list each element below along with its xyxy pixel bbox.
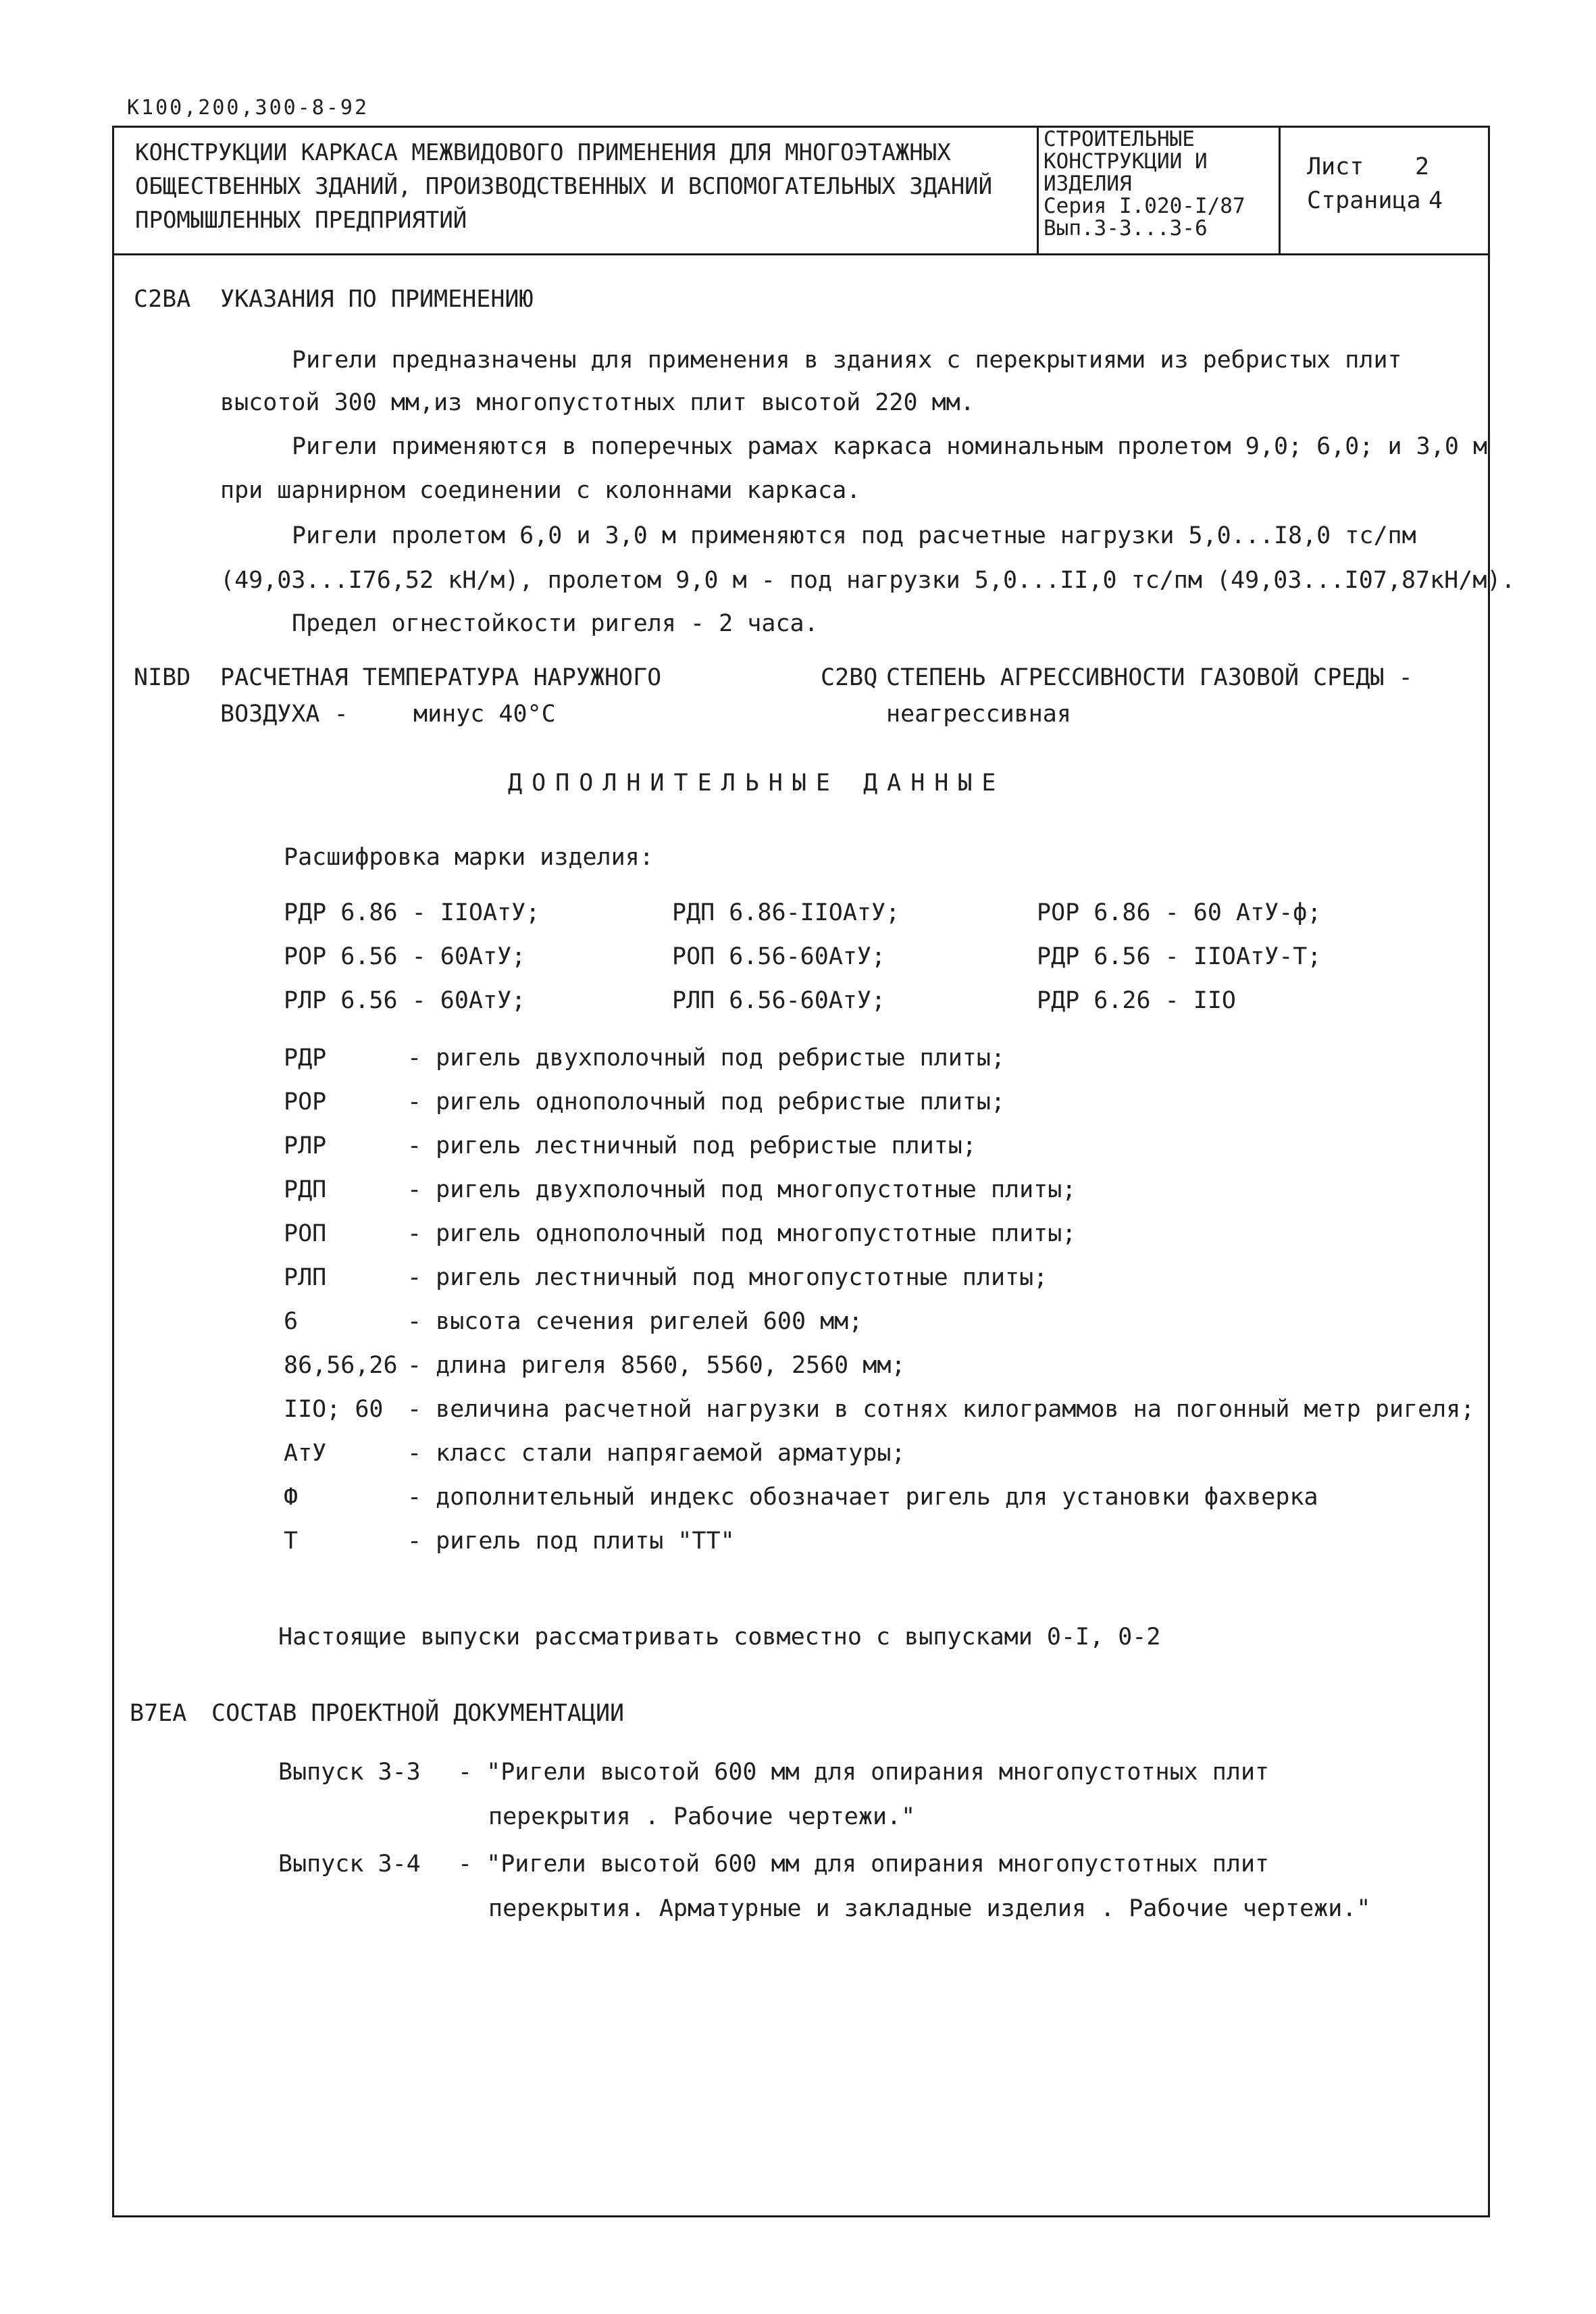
title-line: КОНСТРУКЦИИ КАРКАСА МЕЖВИДОВОГО ПРИМЕНЕНИЯ ДЛЯ МНОГОЭТАЖНЫХ [135,139,951,166]
section-heading: СОСТАВ ПРОЕКТНОЙ ДОКУМЕНТАЦИИ [211,1700,625,1727]
legend-text: - дополнительный индекс обозначает ригель для установки фахверка [407,1484,1318,1511]
section-heading: ДОПОЛНИТЕЛЬНЫЕ ДАННЫЕ [508,770,1006,797]
title-block-separator [1279,126,1281,253]
title-block-divider [112,253,1490,255]
paragraph-line: (49,03...I76,52 кН/м), пролетом 9,0 м - под нагрузки 5,0...II,0 тс/пм (49,03...I07,87кН/м). [220,567,1516,594]
sheet-number: 2 [1415,153,1430,180]
legend-abbr: РОП [284,1220,327,1247]
section-code: NIBD [134,664,191,691]
issue-range: Вып.3-3...3-6 [1044,216,1208,241]
related-issues-note: Настоящие выпуски рассматривать совместно с выпусками 0-I, 0-2 [278,1624,1161,1651]
paragraph-line: при шарнирном соединении с колоннами каркаса. [220,477,861,504]
legend-text: - ригель однополочный под многопустотные плиты; [407,1220,1077,1247]
legend-text: - величина расчетной нагрузки в сотнях килограммов на погонный метр ригеля; [407,1396,1475,1423]
sheet-label: Лист [1307,153,1364,180]
document-code: К100,200,300-8-92 [127,96,369,120]
paragraph-line: высотой 300 мм,из многопустотных плит высотой 220 мм. [220,389,975,416]
legend-abbr: 6 [284,1308,299,1335]
title-block-separator [1037,126,1039,253]
legend-abbr: Ф [284,1484,299,1511]
section-code: C2BQ [821,664,878,691]
aggressiveness-value: неагрессивная [886,701,1071,728]
legend-abbr: IIО; 60 [284,1396,384,1423]
mark-example: РОР 6.56 - 60АтУ; [284,943,526,970]
legend-text: - ригель однополочный под ребристые плиты; [407,1088,1006,1115]
section-heading: УКАЗАНИЯ ПО ПРИМЕНЕНИЮ [220,286,534,313]
legend-text: - высота сечения ригелей 600 мм; [407,1308,863,1335]
mark-example: РЛР 6.56 - 60АтУ; [284,987,526,1014]
temperature-label: РАСЧЕТНАЯ ТЕМПЕРАТУРА НАРУЖНОГО [220,664,662,691]
classification-line: СТРОИТЕЛЬНЫЕ [1044,127,1195,151]
mark-example: РОП 6.56-60АтУ; [672,943,886,970]
temperature-label: ВОЗДУХА - [220,701,349,728]
issue-title: - "Ригели высотой 600 мм для опирания многопустотных плит [458,1759,1270,1786]
legend-text: - ригель двухполочный под многопустотные плиты; [407,1176,1077,1203]
page-label: Страница [1307,187,1421,214]
legend-abbr: РДП [284,1176,327,1203]
mark-example: РЛП 6.56-60АтУ; [672,987,886,1014]
mark-example: РДР 6.86 - IIОАтУ; [284,899,540,926]
legend-abbr: РЛП [284,1264,327,1291]
title-line: ПРОМЫШЛЕННЫХ ПРЕДПРИЯТИЙ [135,207,467,234]
legend-text: - ригель двухполочный под ребристые плиты; [407,1045,1006,1072]
classification-line: КОНСТРУКЦИИ И [1044,149,1208,174]
aggressiveness-label: СТЕПЕНЬ АГРЕССИВНОСТИ ГАЗОВОЙ СРЕДЫ - [886,664,1413,691]
issue-label: Выпуск 3-4 [278,1851,421,1878]
mark-example: РДР 6.56 - IIОАтУ-Т; [1037,943,1322,970]
temperature-value: минус 40°C [413,701,556,728]
mark-example: РОР 6.86 - 60 АтУ-ф; [1037,899,1322,926]
legend-abbr: РДР [284,1045,327,1072]
paragraph-line: Ригели пролетом 6,0 и 3,0 м применяются под расчетные нагрузки 5,0...I8,0 тс/пм [292,522,1416,549]
legend-text: - класс стали напрягаемой арматуры; [407,1440,906,1467]
issue-title: перекрытия . Рабочие чертежи." [488,1803,916,1830]
legend-abbr: Т [284,1528,299,1555]
paragraph-line: Ригели применяются в поперечных рамах каркаса номинальным пролетом 9,0; 6,0; и 3,0 м [292,433,1488,460]
legend-abbr: РЛР [284,1132,327,1159]
issue-label: Выпуск 3-3 [278,1759,421,1786]
legend-abbr: 86,56,26 [284,1352,398,1379]
paragraph-line: Предел огнестойкости ригеля - 2 часа. [292,610,819,637]
marking-intro: Расшифровка марки изделия: [284,844,654,871]
mark-example: РДП 6.86-IIОАтУ; [672,899,900,926]
legend-abbr: АтУ [284,1440,327,1467]
issue-title: перекрытия. Арматурные и закладные изделия . Рабочие чертежи." [488,1895,1371,1922]
legend-text: - ригель под плиты "ТТ" [407,1528,735,1555]
legend-abbr: РОР [284,1088,327,1115]
issue-title: - "Ригели высотой 600 мм для опирания многопустотных плит [458,1851,1270,1878]
legend-text: - ригель лестничный под многопустотные плиты; [407,1264,1048,1291]
classification-line: ИЗДЕЛИЯ [1044,172,1132,196]
paragraph-line: Ригели предназначены для применения в зданиях с перекрытиями из ребристых плит [292,347,1402,374]
mark-example: РДР 6.26 - IIО [1037,987,1237,1014]
section-code: B7EA [130,1700,187,1727]
legend-text: - длина ригеля 8560, 5560, 2560 мм; [407,1352,906,1379]
series-number: Серия I.020-I/87 [1044,194,1245,218]
page-number: 4 [1428,187,1443,214]
section-code: C2BA [134,286,191,313]
legend-text: - ригель лестничный под ребристые плиты; [407,1132,977,1159]
title-line: ОБЩЕСТВЕННЫХ ЗДАНИЙ, ПРОИЗВОДСТВЕННЫХ И ВСПОМОГАТЕЛЬНЫХ ЗДАНИЙ [135,173,993,200]
